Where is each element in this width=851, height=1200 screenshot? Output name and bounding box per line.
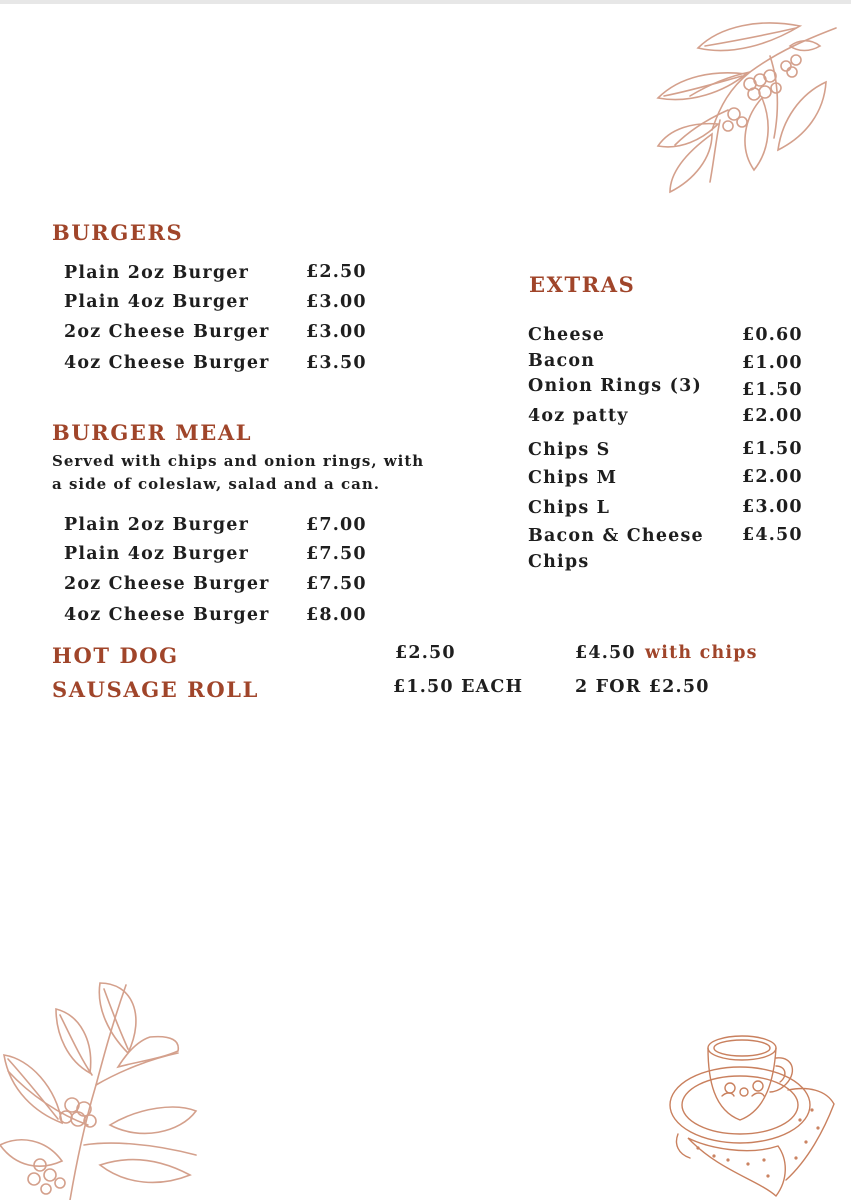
burger-item-name: Plain 2oz Burger: [64, 263, 250, 283]
burger-item-name: 2oz Cheese Burger: [64, 322, 270, 342]
extra-item-name: Chips L: [528, 498, 611, 518]
hot-dog-price: £2.50: [395, 643, 456, 663]
burger-item-price: £2.50: [306, 262, 367, 282]
extras-heading: EXTRAS: [529, 272, 636, 297]
extra-item-name: Chips S: [528, 440, 611, 460]
sausage-roll-heading: SAUSAGE ROLL: [52, 677, 259, 702]
extra-item-name: Chips M: [528, 468, 618, 488]
hot-dog-price-with-chips: £4.50: [575, 643, 636, 663]
extra-item-name: Bacon: [528, 351, 596, 371]
coffee-branch-illustration: [650, 10, 845, 200]
hot-dog-heading: HOT DOG: [52, 643, 179, 668]
extra-item-name: 4oz patty: [528, 406, 629, 426]
extra-item-price: £3.00: [742, 497, 803, 517]
description-line: Served with chips and onion rings, with: [52, 452, 425, 470]
description-line: a side of coleslaw, salad and a can.: [52, 475, 380, 493]
burger-meal-heading: BURGER MEAL: [52, 420, 253, 445]
burgers-heading: BURGERS: [52, 220, 184, 245]
extra-item-price: £4.50: [742, 525, 803, 545]
burger-item-price: £3.50: [306, 353, 367, 373]
extra-item-name: Onion Rings (3): [528, 376, 702, 396]
meal-item-price: £7.00: [306, 515, 367, 535]
meal-item-name: 2oz Cheese Burger: [64, 574, 270, 594]
extra-item-price: £2.00: [742, 467, 803, 487]
with-chips-label: with chips: [645, 643, 758, 663]
extra-item-price: £2.00: [742, 406, 803, 426]
extra-item-price: £1.50: [742, 439, 803, 459]
extra-item-price: £1.00: [742, 353, 803, 373]
burger-item-price: £3.00: [306, 292, 367, 312]
meal-item-price: £7.50: [306, 544, 367, 564]
extra-item-price: £0.60: [742, 325, 803, 345]
extra-item-name: Bacon & Cheese: [528, 526, 704, 546]
sausage-roll-offer: 2 FOR £2.50: [575, 677, 710, 697]
burger-item-price: £3.00: [306, 322, 367, 342]
extra-item-price: £1.50: [742, 380, 803, 400]
coffee-plant-illustration: [0, 975, 205, 1200]
meal-item-price: £8.00: [306, 605, 367, 625]
extra-item-name-line2: Chips: [528, 552, 590, 572]
meal-item-name: 4oz Cheese Burger: [64, 605, 270, 625]
teacup-illustration: [668, 1030, 838, 1200]
burger-item-name: 4oz Cheese Burger: [64, 353, 270, 373]
sausage-roll-price: £1.50 EACH: [393, 677, 524, 697]
meal-item-name: Plain 4oz Burger: [64, 544, 250, 564]
meal-item-name: Plain 2oz Burger: [64, 515, 250, 535]
meal-item-price: £7.50: [306, 574, 367, 594]
burger-item-name: Plain 4oz Burger: [64, 292, 250, 312]
burger-meal-description: [52, 450, 452, 496]
extra-item-name: Cheese: [528, 325, 606, 345]
top-border: [0, 0, 851, 4]
